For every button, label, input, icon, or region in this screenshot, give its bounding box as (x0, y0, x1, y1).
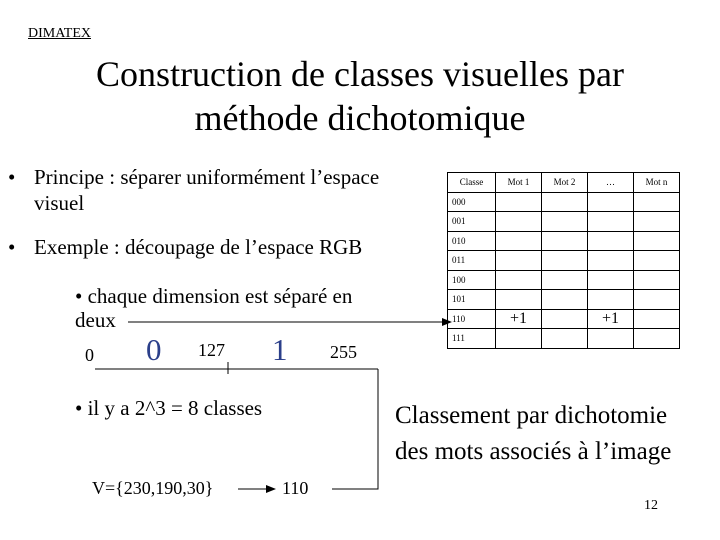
right-caption-line-2: des mots associés à l’image (395, 438, 672, 465)
sub-bullet-dimension-line-1: • chaque dimension est séparé en (75, 284, 353, 308)
arrow-head-vector (266, 485, 276, 493)
table-cell: +1 (496, 309, 542, 329)
axis-label-127: 127 (198, 340, 225, 360)
table-cell (634, 309, 680, 329)
connector-axis-to-result (332, 369, 378, 489)
page-number: 12 (644, 498, 658, 513)
table-row (448, 251, 680, 271)
table-row-label: 111 (448, 329, 496, 349)
table-row-label: 011 (448, 251, 496, 271)
sub-bullet-classes: • il y a 2^3 = 8 classes (75, 396, 263, 420)
right-caption (395, 398, 671, 470)
table-cell (542, 192, 588, 212)
table-cell (588, 192, 634, 212)
table-cell (496, 212, 542, 232)
table-cell: +1 (588, 309, 634, 329)
bullet-principe-line-1: Principe : séparer uniformément l’espace (34, 165, 380, 189)
table-cell (588, 329, 634, 349)
axis-big-1: 1 (272, 332, 288, 367)
table-cell (634, 231, 680, 251)
table-cell (542, 290, 588, 310)
table-cell (542, 231, 588, 251)
table-cell (496, 251, 542, 271)
slide-title-line-2: méthode dichotomique (194, 98, 526, 138)
bullet-marker: • (8, 165, 16, 189)
table-cell (634, 192, 680, 212)
table-header-cell: Classe (448, 173, 496, 193)
table-header-cell: Mot n (634, 173, 680, 193)
table-cell (496, 231, 542, 251)
table-cell (588, 231, 634, 251)
table-cell (496, 329, 542, 349)
table-cell (542, 212, 588, 232)
sub-bullet-dimension-line-2: deux (75, 308, 116, 332)
table-cell (588, 270, 634, 290)
table-cell (634, 329, 680, 349)
table-header-cell: Mot 1 (496, 173, 542, 193)
header-tag: DIMATEX (28, 26, 91, 41)
axis-big-0: 0 (146, 332, 162, 367)
vector-label: V={230,190,30} (92, 478, 214, 498)
table-row (448, 329, 680, 349)
axis-label-0: 0 (85, 345, 94, 365)
class-word-table (447, 172, 680, 349)
bullet-marker: • (8, 235, 16, 259)
table-row-label: 110 (448, 309, 496, 329)
table-row-label: 100 (448, 270, 496, 290)
right-caption-line-1: Classement par dichotomie (395, 402, 668, 429)
table-cell (588, 290, 634, 310)
axis-label-255: 255 (330, 342, 357, 362)
table-cell (542, 309, 588, 329)
table-row (448, 192, 680, 212)
table-header-cell: Mot 2 (542, 173, 588, 193)
table-cell (634, 290, 680, 310)
table-row (448, 309, 680, 329)
table-row (448, 270, 680, 290)
bullet-principe-line-2: visuel (34, 191, 85, 215)
table-row-label: 101 (448, 290, 496, 310)
vector-result: 110 (282, 478, 309, 498)
table-cell (634, 270, 680, 290)
table-cell (588, 212, 634, 232)
table-cell (496, 270, 542, 290)
table-cell (542, 329, 588, 349)
table-row-label: 000 (448, 192, 496, 212)
table-header-cell: … (588, 173, 634, 193)
slide-title-line-1: Construction de classes visuelles par (96, 54, 624, 94)
table-cell (496, 192, 542, 212)
table-cell (542, 270, 588, 290)
table-header-row (448, 173, 680, 193)
table-row-label: 010 (448, 231, 496, 251)
table-cell (634, 212, 680, 232)
table-cell (634, 251, 680, 271)
table-row-label: 001 (448, 212, 496, 232)
table-row (448, 212, 680, 232)
table-row (448, 231, 680, 251)
table-row (448, 290, 680, 310)
table-cell (496, 290, 542, 310)
bullet-exemple-text: Exemple : découpage de l’espace RGB (34, 235, 363, 259)
table-cell (542, 251, 588, 271)
table-cell (588, 251, 634, 271)
